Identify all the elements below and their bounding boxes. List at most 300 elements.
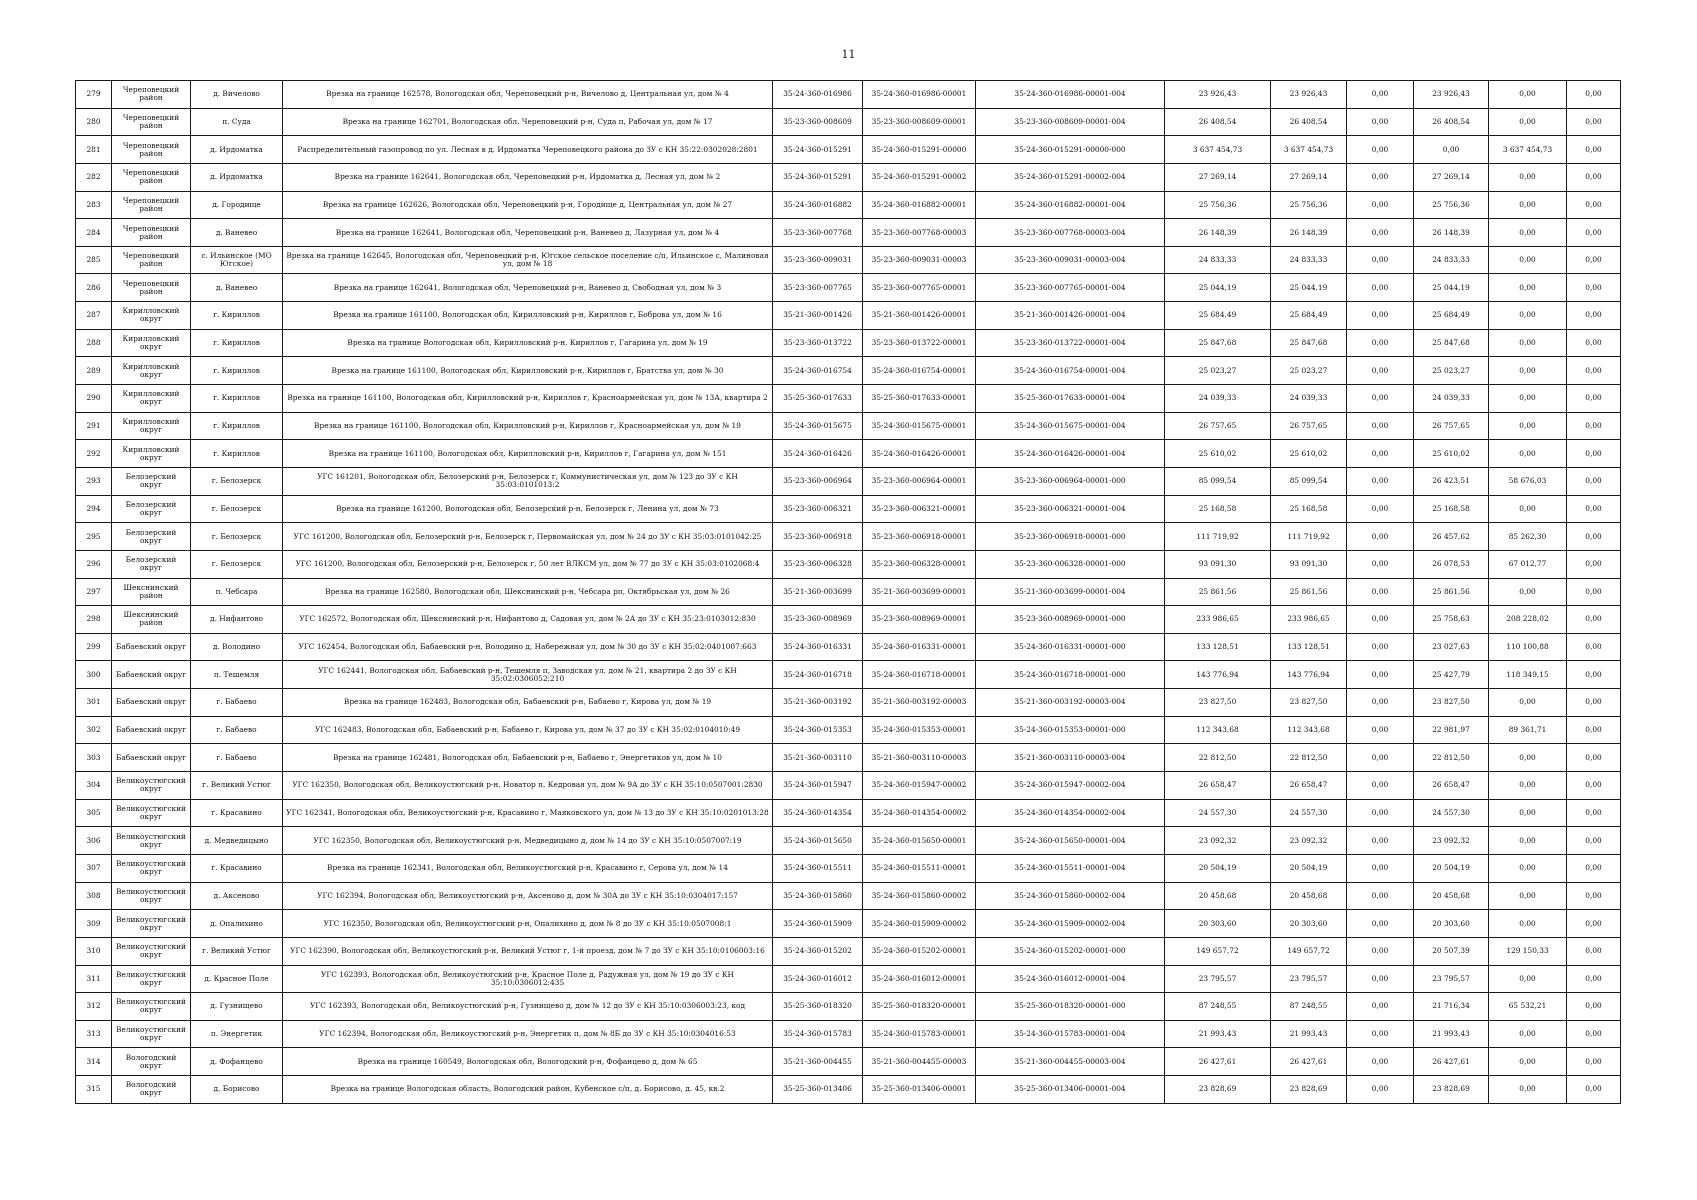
- table-row: [76, 578, 1621, 606]
- cell-settlement: г. Кириллов: [191, 329, 283, 357]
- cell-address: Врезка на границе 161100, Вологодская обл, Кирилловский р-н, Кириллов г, Братства ул, дом № 30: [283, 357, 773, 385]
- cell-cost-2: 85 099,54: [1271, 467, 1347, 495]
- cell-cost-4: 23 092,32: [1414, 827, 1489, 855]
- cell-total-cost: 26 757,65: [1165, 412, 1271, 440]
- cell-object-full-id: 35-23-360-013722-00001-004: [976, 329, 1165, 357]
- cell-district: Череповецкий район: [112, 81, 191, 109]
- cell-object-id: 35-21-360-003110-00003: [863, 744, 976, 772]
- cell-total-cost: 23 092,32: [1165, 827, 1271, 855]
- cell-row-number: 300: [76, 661, 112, 689]
- cell-object-full-id: 35-23-360-009031-00003-004: [976, 246, 1165, 274]
- cell-cost-3: 0,00: [1347, 412, 1414, 440]
- cell-cost-6: 0,00: [1567, 965, 1621, 993]
- cell-object-full-id: 35-24-360-016882-00001-004: [976, 191, 1165, 219]
- cell-district: Белозерский округ: [112, 550, 191, 578]
- cell-total-cost: 233 986,65: [1165, 606, 1271, 634]
- cell-total-cost: 27 269,14: [1165, 163, 1271, 191]
- cell-cost-2: 26 427,61: [1271, 1048, 1347, 1076]
- table-row: [76, 744, 1621, 772]
- cell-settlement: п. Суда: [191, 108, 283, 136]
- cell-object-full-id: 35-23-360-006328-00001-000: [976, 550, 1165, 578]
- cell-object-code: 35-23-360-009031: [773, 246, 863, 274]
- cell-cost-4: 20 504,19: [1414, 854, 1489, 882]
- cell-object-id: 35-23-360-006918-00001: [863, 523, 976, 551]
- cell-object-full-id: 35-21-360-004455-00003-004: [976, 1048, 1165, 1076]
- cell-object-code: 35-24-360-015675: [773, 412, 863, 440]
- cell-cost-3: 0,00: [1347, 1076, 1414, 1104]
- cell-cost-2: 24 557,30: [1271, 799, 1347, 827]
- cell-object-id: 35-24-360-016754-00001: [863, 357, 976, 385]
- cell-district: Вологодский округ: [112, 1076, 191, 1104]
- cell-cost-5: 0,00: [1489, 854, 1567, 882]
- cell-object-id: 35-24-360-016718-00001: [863, 661, 976, 689]
- cell-address: Врезка на границе 161200, Вологодская обл, Белозерский р-н, Белозерск г, Ленина ул, дом № 73: [283, 495, 773, 523]
- cell-district: Бабаевский округ: [112, 716, 191, 744]
- cell-total-cost: 3 637 454,73: [1165, 136, 1271, 164]
- cell-object-full-id: 35-24-360-015291-00000-000: [976, 136, 1165, 164]
- table-row: [76, 772, 1621, 800]
- cell-cost-6: 0,00: [1567, 108, 1621, 136]
- cell-row-number: 281: [76, 136, 112, 164]
- cell-cost-6: 0,00: [1567, 191, 1621, 219]
- cell-cost-5: 0,00: [1489, 412, 1567, 440]
- cell-cost-5: 208 228,02: [1489, 606, 1567, 634]
- cell-cost-6: 0,00: [1567, 440, 1621, 468]
- table-row: [76, 1048, 1621, 1076]
- cell-object-id: 35-21-360-003699-00001: [863, 578, 976, 606]
- cell-cost-3: 0,00: [1347, 385, 1414, 413]
- cell-object-id: 35-24-360-015947-00002: [863, 772, 976, 800]
- cell-object-id: 35-23-360-007768-00003: [863, 219, 976, 247]
- cell-settlement: д. Опалихино: [191, 910, 283, 938]
- cell-cost-6: 0,00: [1567, 495, 1621, 523]
- cell-cost-6: 0,00: [1567, 357, 1621, 385]
- cell-cost-4: 21 716,34: [1414, 993, 1489, 1021]
- table-row: [76, 965, 1621, 993]
- cell-address: УГС 162393, Вологодская обл, Великоустюгский р-н, Красное Поле д, Радужная ул, дом № 19 до ЗУ с КН 35:10:0306012:435: [283, 965, 773, 993]
- cell-object-full-id: 35-25-360-013406-00001-004: [976, 1076, 1165, 1104]
- cell-total-cost: 149 657,72: [1165, 937, 1271, 965]
- table-row: [76, 550, 1621, 578]
- cell-district: Череповецкий район: [112, 108, 191, 136]
- cell-object-id: 35-24-360-016882-00001: [863, 191, 976, 219]
- cell-object-full-id: 35-21-360-003699-00001-004: [976, 578, 1165, 606]
- cell-district: Великоустюгский округ: [112, 854, 191, 882]
- cell-object-id: 35-21-360-001426-00001: [863, 302, 976, 330]
- cell-cost-2: 24 039,33: [1271, 385, 1347, 413]
- cell-object-full-id: 35-24-360-015353-00001-000: [976, 716, 1165, 744]
- cell-row-number: 307: [76, 854, 112, 882]
- cell-object-id: 35-24-360-015675-00001: [863, 412, 976, 440]
- cell-district: Великоустюгский округ: [112, 937, 191, 965]
- cell-cost-6: 0,00: [1567, 578, 1621, 606]
- table-row: [76, 882, 1621, 910]
- cell-cost-3: 0,00: [1347, 302, 1414, 330]
- cell-object-code: 35-24-360-016331: [773, 633, 863, 661]
- table-row: [76, 329, 1621, 357]
- cell-cost-3: 0,00: [1347, 578, 1414, 606]
- cell-cost-3: 0,00: [1347, 854, 1414, 882]
- cell-cost-3: 0,00: [1347, 219, 1414, 247]
- cell-object-code: 35-21-360-003110: [773, 744, 863, 772]
- cell-object-code: 35-25-360-013406: [773, 1076, 863, 1104]
- cell-settlement: г. Белозерск: [191, 523, 283, 551]
- cell-cost-4: 25 044,19: [1414, 274, 1489, 302]
- cell-cost-2: 25 684,49: [1271, 302, 1347, 330]
- cell-object-id: 35-23-360-009031-00003: [863, 246, 976, 274]
- cell-object-full-id: 35-23-360-006964-00001-000: [976, 467, 1165, 495]
- cell-object-full-id: 35-24-360-016718-00001-000: [976, 661, 1165, 689]
- table-row: [76, 1020, 1621, 1048]
- cell-cost-5: 0,00: [1489, 163, 1567, 191]
- cell-cost-6: 0,00: [1567, 550, 1621, 578]
- cell-cost-6: 0,00: [1567, 467, 1621, 495]
- table-row: [76, 993, 1621, 1021]
- table-row: [76, 523, 1621, 551]
- cell-cost-2: 23 828,69: [1271, 1076, 1347, 1104]
- cell-object-full-id: 35-24-360-014354-00002-004: [976, 799, 1165, 827]
- cell-object-id: 35-24-360-015291-00002: [863, 163, 976, 191]
- cell-object-code: 35-24-360-015291: [773, 163, 863, 191]
- cell-settlement: д. Володино: [191, 633, 283, 661]
- cell-object-id: 35-21-360-004455-00003: [863, 1048, 976, 1076]
- table-row: [76, 661, 1621, 689]
- cell-district: Бабаевский округ: [112, 661, 191, 689]
- cell-cost-4: 24 039,33: [1414, 385, 1489, 413]
- cell-district: Череповецкий район: [112, 274, 191, 302]
- cell-object-full-id: 35-24-360-015511-00001-004: [976, 854, 1165, 882]
- cell-address: Врезка на границе 162626, Вологодская обл, Череповецкий р-н, Городище д, Центральная ул, дом № 27: [283, 191, 773, 219]
- table-row: [76, 302, 1621, 330]
- cell-object-full-id: 35-24-360-015291-00002-004: [976, 163, 1165, 191]
- cell-cost-3: 0,00: [1347, 357, 1414, 385]
- cell-cost-2: 25 168,58: [1271, 495, 1347, 523]
- cell-cost-5: 0,00: [1489, 744, 1567, 772]
- cell-object-full-id: 35-24-360-015675-00001-004: [976, 412, 1165, 440]
- cell-cost-2: 27 269,14: [1271, 163, 1347, 191]
- cell-cost-4: 0,00: [1414, 136, 1489, 164]
- cell-row-number: 315: [76, 1076, 112, 1104]
- cell-cost-4: 25 168,58: [1414, 495, 1489, 523]
- cell-total-cost: 20 303,60: [1165, 910, 1271, 938]
- cell-address: Врезка на границе 162481, Вологодская обл, Бабаевский р-н, Бабаево г, Энергетиков ул, дом № 10: [283, 744, 773, 772]
- cell-cost-4: 27 269,14: [1414, 163, 1489, 191]
- cell-row-number: 280: [76, 108, 112, 136]
- cell-district: Великоустюгский округ: [112, 772, 191, 800]
- cell-object-code: 35-21-360-004455: [773, 1048, 863, 1076]
- cell-settlement: д. Вичелово: [191, 81, 283, 109]
- cell-cost-3: 0,00: [1347, 661, 1414, 689]
- cell-settlement: г. Красавино: [191, 799, 283, 827]
- cell-total-cost: 25 756,36: [1165, 191, 1271, 219]
- cell-cost-5: 0,00: [1489, 108, 1567, 136]
- table-row: [76, 81, 1621, 109]
- cell-cost-3: 0,00: [1347, 81, 1414, 109]
- table-row: [76, 467, 1621, 495]
- cell-object-code: 35-21-360-001426: [773, 302, 863, 330]
- cell-cost-6: 0,00: [1567, 854, 1621, 882]
- cell-object-code: 35-24-360-015783: [773, 1020, 863, 1048]
- cell-cost-4: 26 757,65: [1414, 412, 1489, 440]
- cell-cost-5: 3 637 454,73: [1489, 136, 1567, 164]
- cell-cost-3: 0,00: [1347, 274, 1414, 302]
- cell-address: УГС 161200, Вологодская обл, Белозерский р-н, Белозерск г, Первомайская ул, дом № 24 до ЗУ с КН 35:03:0101042:25: [283, 523, 773, 551]
- cell-total-cost: 26 427,61: [1165, 1048, 1271, 1076]
- cell-object-code: 35-24-360-015650: [773, 827, 863, 855]
- cell-cost-5: 0,00: [1489, 495, 1567, 523]
- cell-cost-6: 0,00: [1567, 136, 1621, 164]
- cell-cost-3: 0,00: [1347, 329, 1414, 357]
- cell-cost-6: 0,00: [1567, 412, 1621, 440]
- cell-cost-5: 0,00: [1489, 827, 1567, 855]
- cell-total-cost: 21 993,43: [1165, 1020, 1271, 1048]
- cell-row-number: 284: [76, 219, 112, 247]
- cell-cost-4: 23 828,69: [1414, 1076, 1489, 1104]
- cell-total-cost: 143 776,94: [1165, 661, 1271, 689]
- cell-settlement: г. Великий Устюг: [191, 772, 283, 800]
- cell-district: Великоустюгский округ: [112, 882, 191, 910]
- cell-cost-4: 25 861,56: [1414, 578, 1489, 606]
- cell-total-cost: 25 044,19: [1165, 274, 1271, 302]
- cell-cost-6: 0,00: [1567, 606, 1621, 634]
- cell-cost-2: 20 303,60: [1271, 910, 1347, 938]
- cell-row-number: 304: [76, 772, 112, 800]
- cell-cost-5: 0,00: [1489, 578, 1567, 606]
- cell-object-id: 35-24-360-015353-00001: [863, 716, 976, 744]
- cell-settlement: г. Белозерск: [191, 495, 283, 523]
- cell-cost-4: 25 023,27: [1414, 357, 1489, 385]
- cell-cost-2: 93 091,30: [1271, 550, 1347, 578]
- cell-cost-6: 0,00: [1567, 523, 1621, 551]
- table-row: [76, 246, 1621, 274]
- cell-total-cost: 24 833,33: [1165, 246, 1271, 274]
- cell-object-code: 35-23-360-013722: [773, 329, 863, 357]
- cell-settlement: д. Нифантово: [191, 606, 283, 634]
- cell-object-id: 35-23-360-008609-00001: [863, 108, 976, 136]
- cell-row-number: 308: [76, 882, 112, 910]
- cell-row-number: 296: [76, 550, 112, 578]
- cell-address: Врезка на границе 161100, Вологодская обл, Кирилловский р-н, Кириллов г, Красноармейская ул, дом № 13А, квартира 2: [283, 385, 773, 413]
- cell-cost-4: 25 610,02: [1414, 440, 1489, 468]
- cell-object-id: 35-24-360-015783-00001: [863, 1020, 976, 1048]
- cell-object-id: 35-24-360-015511-00001: [863, 854, 976, 882]
- cell-district: Великоустюгский округ: [112, 1020, 191, 1048]
- cell-cost-2: 25 023,27: [1271, 357, 1347, 385]
- cell-address: Врезка на границе 162641, Вологодская обл, Череповецкий р-н, Ваневео д, Свободная ул, дом № 3: [283, 274, 773, 302]
- cell-settlement: г. Кириллов: [191, 440, 283, 468]
- cell-cost-6: 0,00: [1567, 689, 1621, 717]
- cell-district: Великоустюгский округ: [112, 799, 191, 827]
- cell-district: Белозерский округ: [112, 467, 191, 495]
- cell-object-full-id: 35-23-360-007765-00001-004: [976, 274, 1165, 302]
- cell-cost-6: 0,00: [1567, 274, 1621, 302]
- cell-district: Череповецкий район: [112, 191, 191, 219]
- table-row: [76, 606, 1621, 634]
- cell-total-cost: 23 828,69: [1165, 1076, 1271, 1104]
- cell-cost-6: 0,00: [1567, 716, 1621, 744]
- cell-cost-4: 25 684,49: [1414, 302, 1489, 330]
- cell-object-code: 35-23-360-007765: [773, 274, 863, 302]
- cell-cost-6: 0,00: [1567, 633, 1621, 661]
- cell-row-number: 285: [76, 246, 112, 274]
- cell-object-full-id: 35-24-360-015783-00001-004: [976, 1020, 1165, 1048]
- cell-cost-3: 0,00: [1347, 495, 1414, 523]
- cell-district: Кирилловский округ: [112, 440, 191, 468]
- registry-table: [75, 80, 1621, 1104]
- cell-settlement: г. Бабаево: [191, 716, 283, 744]
- cell-cost-3: 0,00: [1347, 246, 1414, 274]
- table-row: [76, 440, 1621, 468]
- cell-district: Бабаевский округ: [112, 689, 191, 717]
- cell-cost-3: 0,00: [1347, 550, 1414, 578]
- cell-cost-6: 0,00: [1567, 246, 1621, 274]
- cell-object-full-id: 35-24-360-016012-00001-004: [976, 965, 1165, 993]
- cell-object-full-id: 35-23-360-006918-00001-000: [976, 523, 1165, 551]
- cell-cost-3: 0,00: [1347, 1048, 1414, 1076]
- cell-cost-6: 0,00: [1567, 1048, 1621, 1076]
- cell-object-code: 35-24-360-015202: [773, 937, 863, 965]
- cell-object-full-id: 35-23-360-008969-00001-000: [976, 606, 1165, 634]
- cell-cost-6: 0,00: [1567, 219, 1621, 247]
- cell-settlement: д. Ирдоматка: [191, 136, 283, 164]
- cell-cost-6: 0,00: [1567, 744, 1621, 772]
- cell-address: Врезка на границе 162701, Вологодская обл, Череповецкий р-н, Суда п, Рабочая ул, дом № 17: [283, 108, 773, 136]
- cell-cost-3: 0,00: [1347, 136, 1414, 164]
- cell-row-number: 279: [76, 81, 112, 109]
- cell-object-id: 35-24-360-016986-00001: [863, 81, 976, 109]
- cell-row-number: 292: [76, 440, 112, 468]
- cell-cost-5: 0,00: [1489, 191, 1567, 219]
- cell-total-cost: 23 795,57: [1165, 965, 1271, 993]
- cell-cost-4: 20 458,68: [1414, 882, 1489, 910]
- cell-address: УГС 162454, Вологодская обл, Бабаевский р-н, Володино д, Набережная ул, дом № 30 до ЗУ с КН 35:02:0401007:663: [283, 633, 773, 661]
- cell-address: Врезка на границе 162341, Вологодская обл, Великоустюгский р-н, Красавино г, Серова ул, дом № 14: [283, 854, 773, 882]
- cell-district: Кирилловский округ: [112, 357, 191, 385]
- cell-cost-6: 0,00: [1567, 910, 1621, 938]
- cell-total-cost: 23 827,50: [1165, 689, 1271, 717]
- cell-object-code: 35-24-360-016718: [773, 661, 863, 689]
- cell-district: Кирилловский округ: [112, 412, 191, 440]
- cell-object-id: 35-23-360-013722-00001: [863, 329, 976, 357]
- cell-settlement: г. Белозерск: [191, 467, 283, 495]
- cell-cost-5: 0,00: [1489, 1020, 1567, 1048]
- cell-settlement: д. Ваневео: [191, 274, 283, 302]
- cell-object-id: 35-24-360-016331-00001: [863, 633, 976, 661]
- cell-total-cost: 93 091,30: [1165, 550, 1271, 578]
- cell-cost-5: 85 262,30: [1489, 523, 1567, 551]
- cell-cost-2: 25 044,19: [1271, 274, 1347, 302]
- cell-cost-6: 0,00: [1567, 772, 1621, 800]
- cell-cost-5: 110 100,88: [1489, 633, 1567, 661]
- cell-total-cost: 22 812,50: [1165, 744, 1271, 772]
- cell-cost-3: 0,00: [1347, 191, 1414, 219]
- cell-cost-3: 0,00: [1347, 1020, 1414, 1048]
- cell-cost-3: 0,00: [1347, 633, 1414, 661]
- cell-row-number: 311: [76, 965, 112, 993]
- cell-total-cost: 25 847,68: [1165, 329, 1271, 357]
- cell-cost-4: 25 847,68: [1414, 329, 1489, 357]
- cell-total-cost: 25 023,27: [1165, 357, 1271, 385]
- cell-cost-4: 26 658,47: [1414, 772, 1489, 800]
- cell-total-cost: 20 504,19: [1165, 854, 1271, 882]
- cell-cost-2: 25 756,36: [1271, 191, 1347, 219]
- cell-cost-4: 26 427,61: [1414, 1048, 1489, 1076]
- cell-cost-3: 0,00: [1347, 689, 1414, 717]
- cell-cost-2: 26 148,39: [1271, 219, 1347, 247]
- page-number: 11: [841, 48, 856, 61]
- cell-object-code: 35-24-360-015909: [773, 910, 863, 938]
- cell-cost-2: 23 926,43: [1271, 81, 1347, 109]
- cell-object-full-id: 35-24-360-015202-00001-000: [976, 937, 1165, 965]
- cell-object-full-id: 35-24-360-016426-00001-004: [976, 440, 1165, 468]
- cell-district: Череповецкий район: [112, 163, 191, 191]
- cell-cost-3: 0,00: [1347, 910, 1414, 938]
- cell-address: Врезка на границе 162483, Вологодская обл, Бабаевский р-н, Бабаево г, Кирова ул, дом № 19: [283, 689, 773, 717]
- cell-cost-6: 0,00: [1567, 827, 1621, 855]
- cell-cost-5: 129 150,33: [1489, 937, 1567, 965]
- cell-settlement: г. Кириллов: [191, 412, 283, 440]
- cell-cost-2: 26 757,65: [1271, 412, 1347, 440]
- cell-cost-3: 0,00: [1347, 882, 1414, 910]
- cell-cost-2: 23 795,57: [1271, 965, 1347, 993]
- cell-object-code: 35-23-360-006328: [773, 550, 863, 578]
- cell-cost-4: 26 423,51: [1414, 467, 1489, 495]
- cell-object-code: 35-24-360-016012: [773, 965, 863, 993]
- table-row: [76, 937, 1621, 965]
- cell-cost-3: 0,00: [1347, 772, 1414, 800]
- cell-cost-5: 0,00: [1489, 81, 1567, 109]
- cell-row-number: 289: [76, 357, 112, 385]
- cell-cost-5: 0,00: [1489, 1076, 1567, 1104]
- cell-object-code: 35-23-360-008969: [773, 606, 863, 634]
- cell-object-full-id: 35-25-360-018320-00001-000: [976, 993, 1165, 1021]
- cell-address: УГС 162350, Вологодская обл, Великоустюгский р-н, Опалихино д, дом № 8 до ЗУ с КН 35:10:0507008:1: [283, 910, 773, 938]
- cell-object-full-id: 35-24-360-015860-00002-004: [976, 882, 1165, 910]
- cell-district: Шекснинский район: [112, 606, 191, 634]
- cell-row-number: 312: [76, 993, 112, 1021]
- cell-total-cost: 24 557,30: [1165, 799, 1271, 827]
- cell-cost-2: 20 504,19: [1271, 854, 1347, 882]
- cell-cost-5: 0,00: [1489, 910, 1567, 938]
- cell-cost-5: 0,00: [1489, 1048, 1567, 1076]
- cell-cost-5: 0,00: [1489, 385, 1567, 413]
- cell-total-cost: 23 926,43: [1165, 81, 1271, 109]
- cell-cost-5: 0,00: [1489, 440, 1567, 468]
- cell-cost-2: 25 847,68: [1271, 329, 1347, 357]
- cell-cost-4: 24 557,30: [1414, 799, 1489, 827]
- cell-settlement: г. Бабаево: [191, 689, 283, 717]
- cell-district: Кирилловский округ: [112, 385, 191, 413]
- cell-district: Кирилловский округ: [112, 329, 191, 357]
- cell-cost-4: 26 148,39: [1414, 219, 1489, 247]
- cell-row-number: 301: [76, 689, 112, 717]
- cell-address: Врезка на границе 161100, Вологодская обл, Кирилловский р-н, Кириллов г, Боброва ул, дом № 16: [283, 302, 773, 330]
- cell-address: Врезка на границе 161100, Вологодская обл, Кирилловский р-н, Кириллов г, Красноармейская ул, дом № 19: [283, 412, 773, 440]
- cell-object-code: 35-25-360-017633: [773, 385, 863, 413]
- cell-address: Врезка на границе 162578, Вологодская обл, Череповецкий р-н, Вичелово д, Центральная ул, дом № 4: [283, 81, 773, 109]
- cell-district: Череповецкий район: [112, 246, 191, 274]
- cell-address: УГС 162350, Вологодская обл, Великоустюгский р-н, Новатор п, Кедровая ул, дом № 9А до ЗУ с КН 35:10:0507001:2830: [283, 772, 773, 800]
- cell-object-id: 35-25-360-017633-00001: [863, 385, 976, 413]
- cell-object-full-id: 35-23-360-008609-00001-004: [976, 108, 1165, 136]
- cell-district: Великоустюгский округ: [112, 910, 191, 938]
- cell-cost-5: 0,00: [1489, 965, 1567, 993]
- cell-object-code: 35-24-360-016426: [773, 440, 863, 468]
- cell-address: УГС 162393, Вологодская обл, Великоустюгский р-н, Гузнищево д, дом № 12 до ЗУ с КН 35:10:0306003:23, код: [283, 993, 773, 1021]
- cell-cost-3: 0,00: [1347, 827, 1414, 855]
- cell-row-number: 297: [76, 578, 112, 606]
- cell-cost-6: 0,00: [1567, 661, 1621, 689]
